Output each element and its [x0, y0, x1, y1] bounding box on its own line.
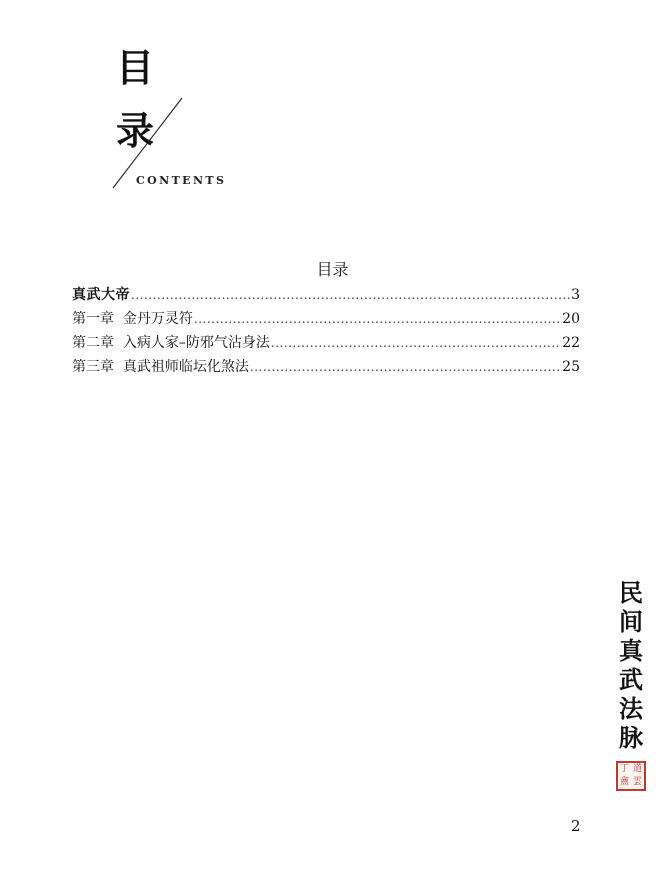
red-seal-stamp — [616, 761, 646, 791]
toc-entry-page: 25 — [562, 359, 580, 375]
toc-leader-dots — [271, 336, 561, 350]
toc-entry-label: 第二章 入病人家–防邪气沾身法 — [72, 335, 270, 351]
toc-leader-dots — [194, 312, 561, 326]
toc-entry-page: 22 — [562, 335, 580, 351]
toc-entry-label: 真武大帝 — [72, 287, 130, 303]
contents-label: CONTENTS — [136, 174, 227, 187]
toc-entry-label: 第三章 真武祖师临坛化煞法 — [72, 359, 249, 375]
vertical-title-char: 脉 — [619, 723, 643, 752]
toc-entry[interactable] — [72, 284, 580, 308]
vertical-book-title — [611, 578, 651, 752]
seal-char: 盦 — [619, 777, 629, 787]
toc-entry-page: 20 — [562, 311, 580, 327]
vertical-title-char: 间 — [619, 607, 643, 636]
seal-char: 丁 — [619, 764, 629, 774]
toc-entry-page: 3 — [571, 287, 580, 303]
seal-char: 雲 — [632, 777, 642, 787]
toc-entry-label: 第一章 金丹万灵符 — [72, 311, 193, 327]
vertical-title-char: 法 — [619, 694, 643, 723]
toc-entry[interactable] — [72, 308, 580, 332]
toc-leader-dots — [250, 360, 561, 374]
toc-entry[interactable] — [72, 356, 580, 380]
toc-leader-dots — [131, 288, 570, 302]
header-title-char-1: 目 — [116, 45, 155, 90]
vertical-title-char: 民 — [619, 578, 643, 607]
toc-entry[interactable] — [72, 332, 580, 356]
toc-title: 目录 — [316, 260, 349, 279]
vertical-title-char: 武 — [619, 665, 643, 694]
vertical-title-char: 真 — [619, 636, 643, 665]
seal-char: 道 — [632, 764, 642, 774]
page-number: 2 — [571, 817, 581, 835]
header-title-char-2: 录 — [116, 108, 155, 153]
table-of-contents — [72, 284, 580, 380]
